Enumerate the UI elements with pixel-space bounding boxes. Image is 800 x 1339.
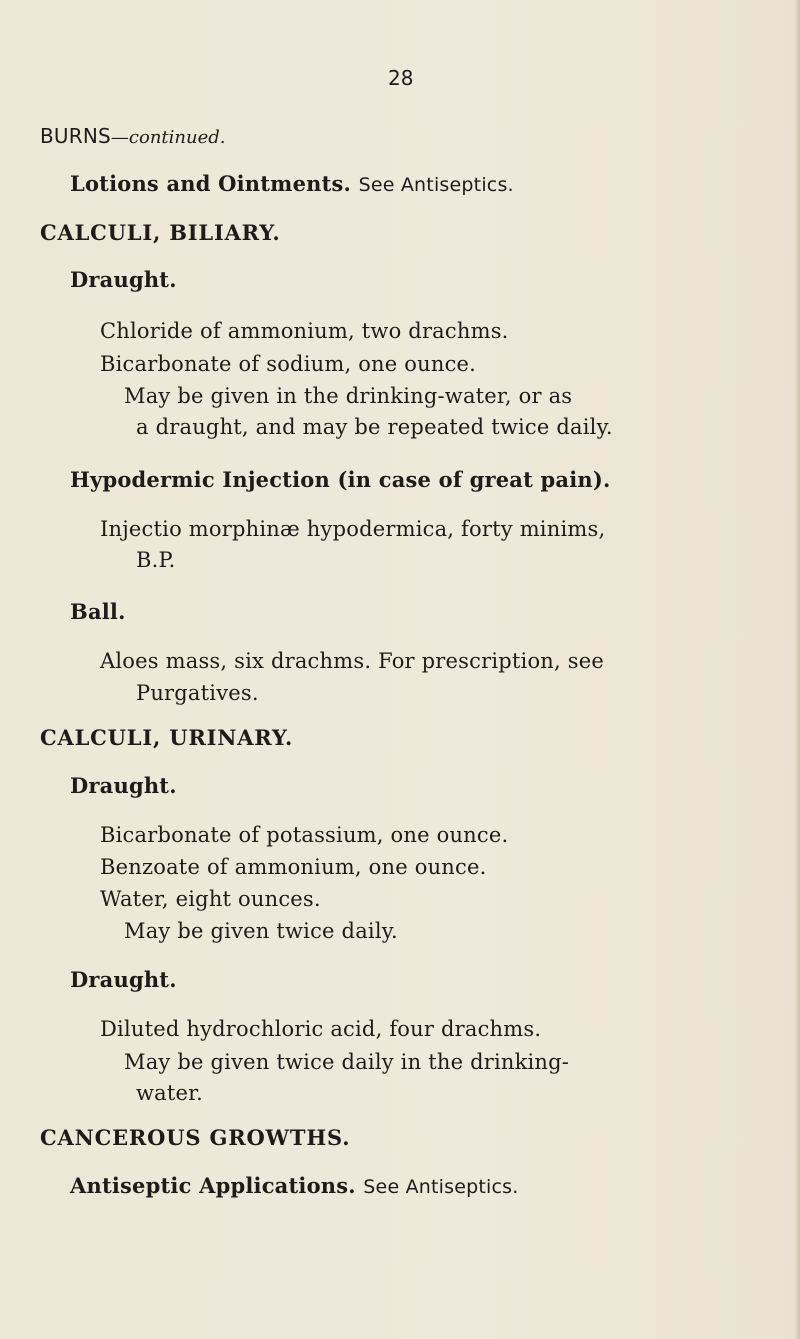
recipe-note: May be given twice daily in the drinking- <box>124 1050 570 1074</box>
subheading-hypodermic-injection: Hypodermic Injection (in case of great pain). <box>70 467 611 492</box>
recipe-line: Water, eight ounces. <box>100 887 321 911</box>
section-heading-cancerous-growths: CANCEROUS GROWTHS. <box>40 1125 351 1150</box>
page-number: 28 <box>388 66 414 90</box>
recipe-line: Chloride of ammonium, two drachms. <box>100 319 509 343</box>
section-heading-calculi-urinary: CALCULI, URINARY. <box>40 725 294 750</box>
recipe-line: Bicarbonate of potassium, one ounce. <box>100 823 509 847</box>
subheading-lotions-and-ointments <box>70 171 514 198</box>
recipe-line: Diluted hydrochloric acid, four drachms. <box>100 1017 542 1041</box>
recipe-line: Aloes mass, six drachms. For prescription, see <box>100 649 605 673</box>
recipe-note: a draught, and may be repeated twice daily. <box>136 415 613 439</box>
subheading-ball: Ball. <box>70 599 126 624</box>
recipe-note: May be given twice daily. <box>124 919 398 943</box>
recipe-line: Purgatives. <box>136 681 259 705</box>
subheading-antiseptic-applications <box>70 1173 519 1200</box>
section-heading-calculi-biliary: CALCULI, BILIARY. <box>40 220 281 245</box>
subheading-text: Antiseptic Applications. <box>70 1173 356 1198</box>
subheading-text: Lotions and Ointments. <box>70 171 352 196</box>
page-edge-shadow <box>794 0 800 1339</box>
recipe-note: water. <box>136 1081 203 1105</box>
subheading-draught: Draught. <box>70 773 177 798</box>
recipe-note: May be given in the drinking-water, or as <box>124 384 573 408</box>
recipe-line: Injectio morphinæ hypodermica, forty minims, <box>100 517 606 541</box>
cross-reference: See Antiseptics. <box>358 174 514 196</box>
recipe-line: Benzoate of ammonium, one ounce. <box>100 855 487 879</box>
subheading-draught: Draught. <box>70 267 177 292</box>
recipe-line: B.P. <box>136 548 176 572</box>
section-heading-text: BURNS <box>40 124 111 148</box>
cross-reference: See Antiseptics. <box>363 1176 519 1198</box>
subheading-draught: Draught. <box>70 967 177 992</box>
continued-label: —continued. <box>110 127 226 148</box>
section-heading-burns <box>40 123 226 151</box>
recipe-line: Bicarbonate of sodium, one ounce. <box>100 352 477 376</box>
